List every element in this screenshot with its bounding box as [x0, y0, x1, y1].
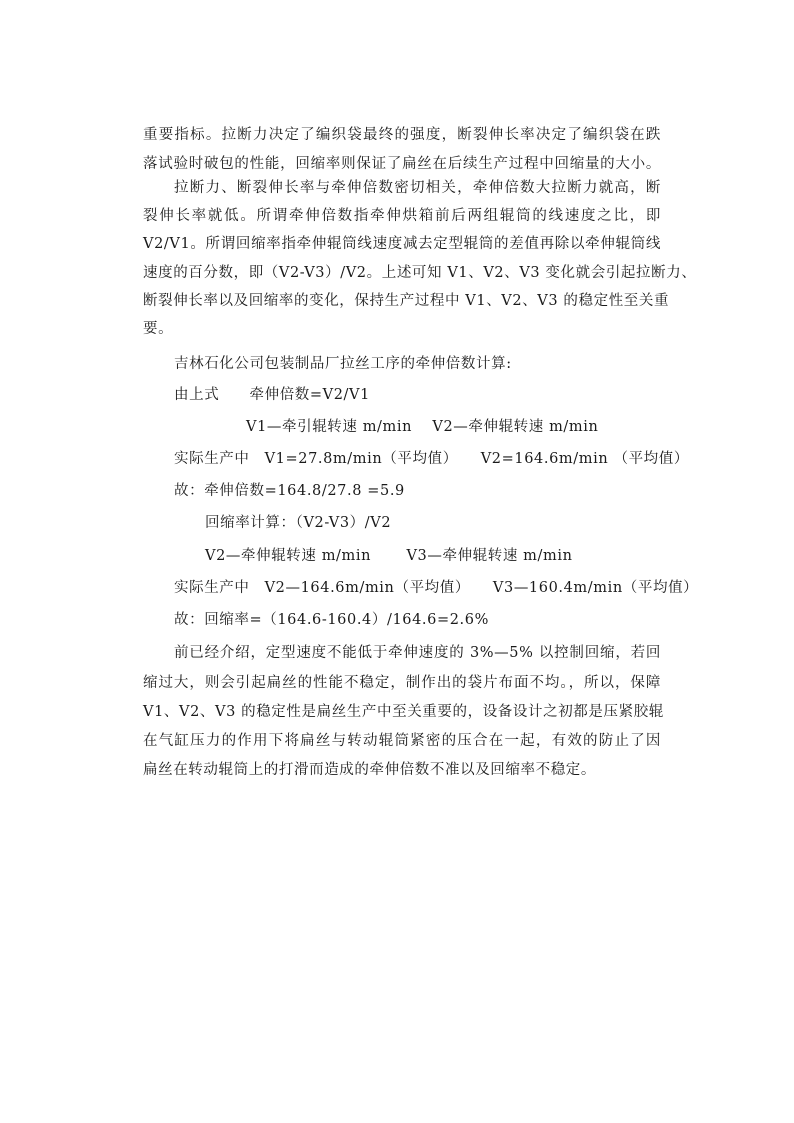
text-line-3: 拉断力、断裂伸长率与牵伸倍数密切相关，牵伸倍数大拉断力就高，断 [174, 180, 661, 196]
text-line-14: 扁丝在转动辊筒上的打滑而造成的牵伸倍数不准以及回缩率不稳定。 [143, 762, 596, 778]
formula-line-7: 实际生产中 V2—164.6m/min（平均值） V3—160.4m/min（平均值） [174, 580, 699, 596]
text-line-2: 落试验时破包的性能，回缩率则保证了扁丝在后续生产过程中回缩量的大小。 [143, 156, 661, 172]
formula-line-8: 故：回缩率=（164.6-160.4）/164.6=2.6% [174, 612, 489, 628]
formula-line-6: V2—牵伸辊转速 m/min V3—牵伸辊转速 m/min [205, 548, 573, 564]
text-line-5: V2/V1。所谓回缩率指牵伸辊筒线速度减去定型辊筒的差值再除以牵伸辊筒线 [143, 236, 661, 252]
formula-line-3: 实际生产中 V1=27.8m/min（平均值） V2=164.6m/min （平均值） [174, 451, 689, 467]
formula-line-1: 由上式 牵伸倍数=V2/V1 [174, 387, 370, 403]
text-line-13: 在气缸压力的作用下将扁丝与转动辊筒紧密的压合在一起，有效的防止了因 [143, 733, 661, 749]
text-line-12: V1、V2、V3 的稳定性是扁丝生产中至关重要的，设备设计之初都是压紧胶辊 [143, 704, 664, 720]
text-line-1: 重要指标。拉断力决定了编织袋最终的强度，断裂伸长率决定了编织袋在跌 [143, 127, 661, 143]
text-line-4: 裂伸长率就低。所谓牵伸倍数指牵伸烘箱前后两组辊筒的线速度之比，即 [143, 208, 661, 224]
text-line-6: 速度的百分数，即（V2-V3）/V2。上述可知 V1、V2、V3 变化就会引起拉断力、 [143, 265, 697, 281]
text-line-8: 要。 [143, 321, 174, 337]
text-line-7: 断裂伸长率以及回缩率的变化，保持生产过程中 V1、V2、V3 的稳定性至关重 [143, 293, 670, 309]
text-line-9: 吉林石化公司包装制品厂拉丝工序的牵伸倍数计算: [174, 356, 512, 372]
formula-line-5: 回缩率计算：（V2-V3）/V2 [205, 515, 392, 531]
formula-line-2: V1—牵引辊转速 m/min V2—牵伸辊转速 m/min [246, 419, 599, 435]
formula-line-4: 故：牵伸倍数=164.8/27.8 =5.9 [174, 483, 405, 499]
text-line-10: 前已经介绍，定型速度不能低于牵伸速度的 3%—5% 以控制回缩，若回 [174, 645, 661, 661]
text-line-11: 缩过大，则会引起扁丝的性能不稳定，制作出的袋片布面不均。，所以，保障 [143, 675, 661, 691]
